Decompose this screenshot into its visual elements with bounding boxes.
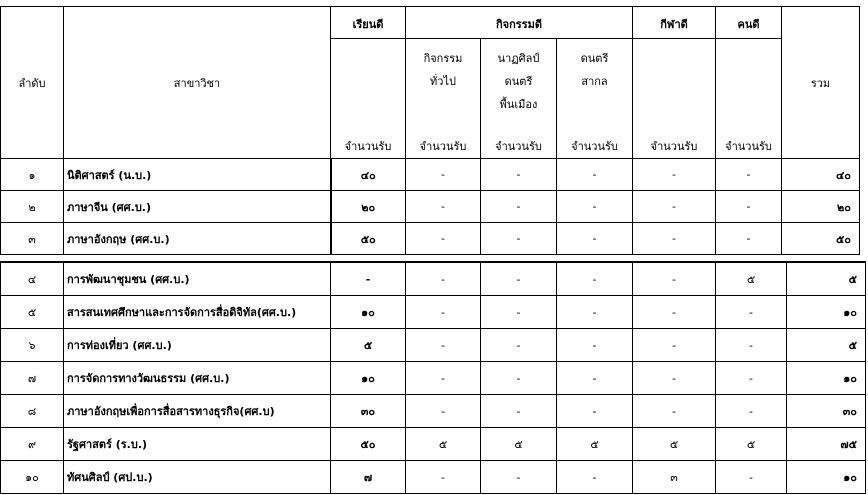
row-general: - [406,191,481,223]
row-intl: - [557,159,633,191]
header-activity: กิจกรรมดี [406,7,633,39]
row-dance: - [481,191,557,223]
row-virtue: - [716,159,782,191]
row-dance: - [481,395,557,428]
row-field: ภาษาอังกฤษ (ศศ.บ.) [64,223,331,255]
row-field: สารสนเทศศึกษาและการจัดการสื่อดิจิทัล(ศศ.บ.) [64,296,331,329]
header-general [406,39,481,131]
row-number: ๒ [1,191,64,223]
header-general-line1: กิจกรรม [423,52,463,65]
header-dance-line2: ดนตรี [504,75,533,88]
row-dance: - [481,262,557,296]
row-sport: ๓ [633,461,716,494]
row-academic: ๒๐ [331,191,406,223]
row-field: ทัศนศิลป์ (ศป.บ.) [64,461,331,494]
row-field: รัฐศาสตร์ (ร.บ.) [64,428,331,461]
row-virtue: ๕ [716,262,787,296]
header-virtue-blank [716,39,782,131]
row-sport: - [633,262,716,296]
row-field: การท่องเที่ยว (ศศ.บ.) [64,329,331,362]
row-sport: ๕ [633,428,716,461]
receive-general: จำนวนรับ [406,131,481,159]
row-dance: ๕ [481,428,557,461]
table-row [1,159,860,191]
table-row [1,362,866,395]
row-intl: - [557,329,633,362]
table-row [1,296,866,329]
row-number: ๖ [1,329,64,362]
row-general: - [406,159,481,191]
row-number: ๘ [1,395,64,428]
row-total: ๗๕ [787,428,866,461]
receive-academic: จำนวนรับ [331,131,406,159]
row-total: ๕ [787,262,866,296]
row-virtue: ๕ [716,428,787,461]
row-intl: - [557,395,633,428]
header-field: สาขาวิชา [64,7,331,159]
row-dance: - [481,362,557,395]
row-general: - [406,296,481,329]
row-number: ๑ [1,159,64,191]
row-academic: ๓๐ [331,395,406,428]
row-general: - [406,461,481,494]
row-virtue: - [716,461,787,494]
row-academic: ๗ [331,461,406,494]
row-number: ๕ [1,296,64,329]
header-dance-line1: นาฏศิลป์ [497,52,540,65]
row-total: ๔๐ [782,159,860,191]
row-intl: - [557,223,633,255]
row-total: ๒๐ [782,191,860,223]
row-dance: - [481,296,557,329]
row-field: ภาษาจีน (ศศ.บ.) [64,191,331,223]
header-intl [557,39,633,131]
row-total: ๓๐ [787,395,866,428]
row-academic: ๕๐ [331,428,406,461]
row-field: นิติศาสตร์ (น.บ.) [64,159,331,191]
header-dance [481,39,557,131]
header-sport: กีฬาดี [633,7,716,39]
row-sport: - [633,395,716,428]
header-academic: เรียนดี [331,7,406,39]
admission-quota-table-bottom [0,261,866,494]
table-row [1,223,860,255]
table-row [1,395,866,428]
row-total: ๑๐ [787,362,866,395]
row-academic: ๑๐ [331,362,406,395]
row-academic: - [331,262,406,296]
row-sport: - [633,329,716,362]
row-intl: - [557,296,633,329]
row-intl: - [557,461,633,494]
row-general: - [406,329,481,362]
row-virtue: - [716,223,782,255]
receive-virtue: จำนวนรับ [716,131,782,159]
row-general: - [406,395,481,428]
row-academic: ๕๐ [331,223,406,255]
row-number: ๗ [1,362,64,395]
header-intl-line2: สากล [581,75,608,88]
receive-sport: จำนวนรับ [633,131,716,159]
row-dance: - [481,159,557,191]
row-dance: - [481,223,557,255]
row-intl: ๕ [557,428,633,461]
header-academic-blank [331,39,406,131]
row-sport: - [633,223,716,255]
row-number: ๔ [1,262,64,296]
row-sport: - [633,296,716,329]
row-sport: - [633,159,716,191]
row-dance: - [481,461,557,494]
table-row [1,428,866,461]
row-field: การจัดการทางวัฒนธรรม (ศศ.บ.) [64,362,331,395]
row-virtue: - [716,395,787,428]
row-general: ๕ [406,428,481,461]
row-number: ๙ [1,428,64,461]
header-dance-line3: พื้นเมือง [499,98,538,111]
row-total: ๑๐ [787,461,866,494]
row-field: ภาษาอังกฤษเพื่อการสื่อสารทางธุรกิจ(ศศ.บ) [64,395,331,428]
row-academic: ๑๐ [331,296,406,329]
receive-dance: จำนวนรับ [481,131,557,159]
header-sport-blank [633,39,716,131]
row-number: ๑๐ [1,461,64,494]
header-order: ลำดับ [1,7,64,159]
header-total: รวม [782,7,860,159]
table-row [1,191,860,223]
row-total: ๕๐ [782,223,860,255]
header-virtue: คนดี [716,7,782,39]
table-row [1,262,866,296]
row-sport: - [633,362,716,395]
row-dance: - [481,329,557,362]
header-general-line2: ทั่วไป [430,75,456,88]
header-intl-line1: ดนตรี [580,52,609,65]
admission-quota-table-top [0,6,860,255]
row-intl: - [557,362,633,395]
row-number: ๓ [1,223,64,255]
row-academic: ๔๐ [331,159,406,191]
row-virtue: - [716,191,782,223]
row-virtue: - [716,296,787,329]
row-sport: - [633,191,716,223]
table-row [1,461,866,494]
row-intl: - [557,191,633,223]
row-total: ๑๐ [787,296,866,329]
row-general: - [406,362,481,395]
row-total: ๕ [787,329,866,362]
table-row [1,329,866,362]
row-field: การพัฒนาชุมชน (ศศ.บ.) [64,262,331,296]
row-academic: ๕ [331,329,406,362]
row-general: - [406,262,481,296]
row-intl: - [557,262,633,296]
row-virtue: - [716,329,787,362]
receive-intl: จำนวนรับ [557,131,633,159]
row-virtue: - [716,362,787,395]
row-general: - [406,223,481,255]
